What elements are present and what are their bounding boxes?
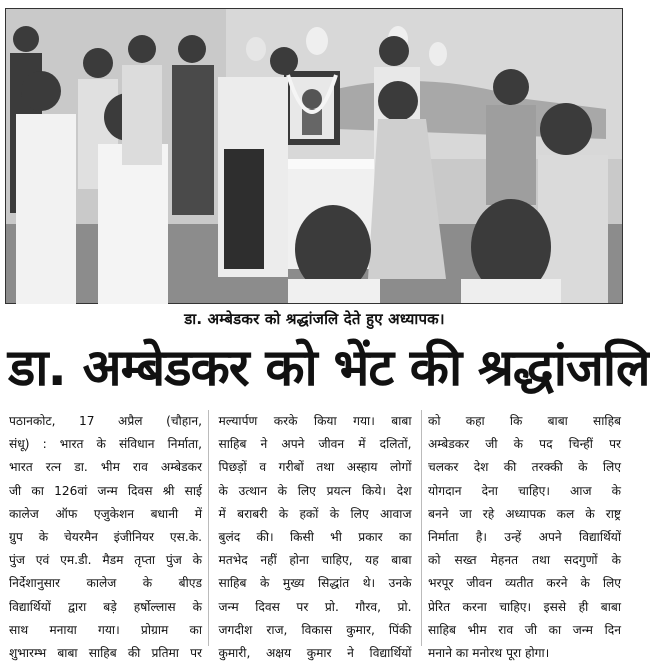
article-line: को कहा कि बाबा साहिब xyxy=(428,414,621,428)
article-line: निर्माता है। उन्हें अपने विद्यार्थियों xyxy=(428,530,621,545)
photo-caption: डा. अम्बेडकर को श्रद्धांजलि देते हुए अध्यापक। xyxy=(184,310,445,328)
article-column-3 xyxy=(428,410,621,661)
article-line: अम्बेडकर जी के पद चिन्हीं पर xyxy=(428,437,621,452)
article-line: संधू) : भारत के संविधान निर्माता, xyxy=(9,437,202,452)
article-column-1 xyxy=(9,410,202,661)
article-line: मतभेद नहीं होना चाहिए, यह बाबा xyxy=(218,553,412,568)
article-line: निर्देशानुसार कालेज के बीएड xyxy=(9,576,202,591)
news-photo xyxy=(5,8,623,304)
article-line: कालेज ऑफ एजुकेशन बधानी में xyxy=(9,506,202,521)
article-line: योगदान देना चाहिए। आज के xyxy=(428,483,621,498)
article-line: कुमारी, अक्षय कुमार ने विद्यार्थियों xyxy=(218,646,412,661)
article-line: बुलंद की। किसी भी प्रकार का xyxy=(218,530,412,545)
article-body xyxy=(9,410,621,661)
article-line: मल्यार्पण करके किया गया। बाबा xyxy=(218,414,412,428)
article-line: साहिब ने अपने जीवन में दलितों, xyxy=(218,437,412,452)
article-line: साहिब के मुख्य सिद्धांत थे। उनके xyxy=(218,576,412,591)
article-line: पुंज एवं एम.डी. मैडम तृप्ता पुंज के xyxy=(9,553,202,568)
article-line: भारत रत्न डा. भीम राव अम्बेडकर xyxy=(9,460,202,475)
article-line: जी का 126वां जन्म दिवस श्री साई xyxy=(9,483,202,498)
article-line: बनने जा रहे अध्यापक कल के राष्ट्र xyxy=(428,506,621,521)
article-line: साहिब भीम राव जी का जन्म दिन xyxy=(428,622,621,637)
tribute-photo-illustration xyxy=(6,9,622,303)
article-headline: डा. अम्बेडकर को भेंट की श्रद्धांजलि xyxy=(8,339,650,398)
article-line: जन्म दिवस पर प्रो. गौरव, प्रो. xyxy=(218,599,412,614)
article-line: चलकर देश की तरक्की के लिए xyxy=(428,460,621,475)
article-line: प्रेरित करना चाहिए। इससे ही बाबा xyxy=(428,599,621,614)
article-line: साथ मनाया गया। प्रोग्राम का xyxy=(9,622,202,637)
article-line: जगदीश राज, विकास कुमार, पिंकी xyxy=(218,622,412,637)
article-line: मनाने का मनोरथ पूरा होगा। xyxy=(428,646,550,661)
article-line: पिछड़ों व गरीबों तथा अस्हाय लोगों xyxy=(218,460,412,475)
article-line: शुभारम्भ बाबा साहिब की प्रतिमा पर xyxy=(9,646,202,661)
article-line: में बराबरी के हकों के लिए आवाज xyxy=(218,506,412,521)
article-line: के उत्थान के लिए प्रयत्न किये। देश xyxy=(218,483,412,498)
article-line: को सख्त मेहनत तथा सदगुणों के xyxy=(428,553,621,568)
article-line: ग्रुप के चेयरमैन इंजीनियर एस.के. xyxy=(9,530,202,545)
article-line: पठानकोट, 17 अप्रैल (चौहान, xyxy=(9,414,202,428)
article-column-2 xyxy=(218,410,412,661)
article-line: विद्यार्थियों द्वारा बड़े हर्षोल्लास के xyxy=(9,599,202,614)
article-line: भरपूर जीवन व्यतीत करने के लिए xyxy=(428,576,621,591)
